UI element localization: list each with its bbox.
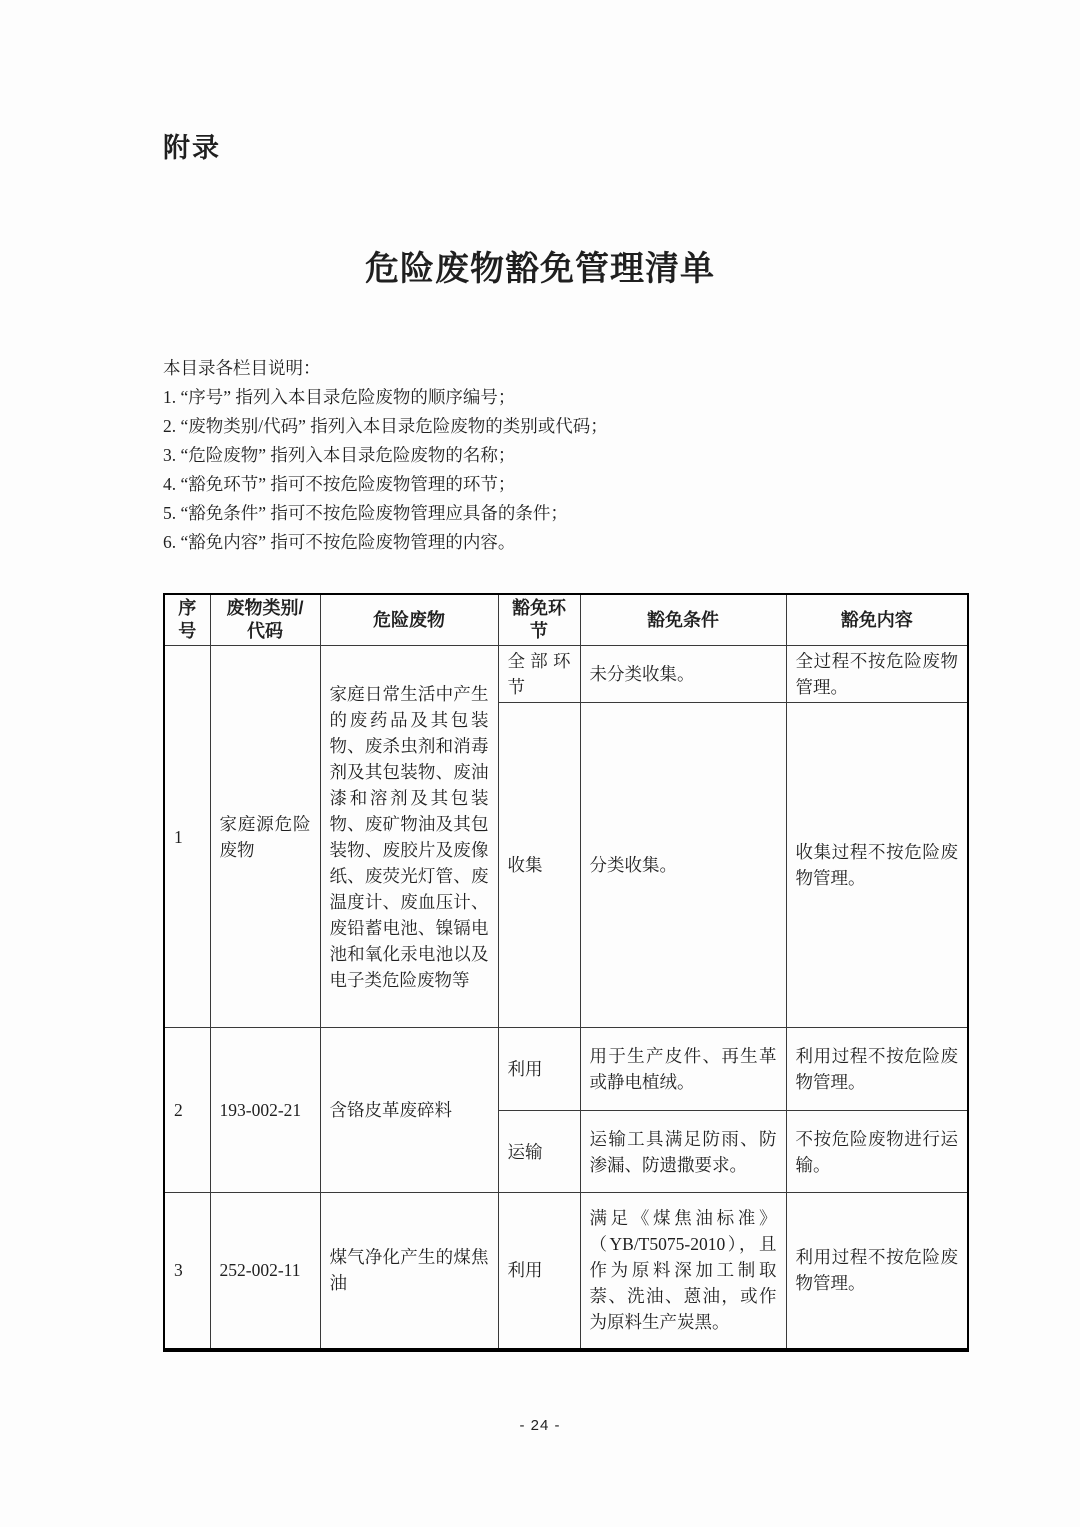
cell-no: 1 — [164, 646, 210, 1028]
note-item-5: 5. “豁免条件” 指可不按危险废物管理应具备的条件； — [163, 503, 568, 523]
cell-condition: 未分类收集。 — [580, 646, 786, 703]
cell-stage: 运输 — [498, 1111, 580, 1193]
document-title: 危险废物豁免管理清单 — [365, 250, 715, 288]
cell-no: 2 — [164, 1028, 210, 1193]
cell-condition: 满足《煤焦油标准》（YB/T5075-2010），且作为原料深加工制取萘、洗油、蒽油，或作为原料生产炭黑。 — [580, 1193, 786, 1350]
cell-category: 家庭源危险废物 — [210, 646, 320, 1028]
note-item-3: 3. “危险废物” 指列入本目录危险废物的名称； — [163, 445, 516, 465]
cell-waste: 含铬皮革废碎料 — [320, 1028, 498, 1193]
column-notes — [163, 354, 923, 557]
cell-condition: 分类收集。 — [580, 703, 786, 1028]
cell-stage: 利用 — [498, 1028, 580, 1111]
table-row — [164, 1028, 968, 1111]
table-header-row — [164, 594, 968, 646]
cell-content: 全过程不按危险废物管理。 — [786, 646, 968, 703]
page-number: - 24 - — [519, 1417, 561, 1434]
note-item-1: 1. “序号” 指列入本目录危险废物的顺序编号； — [163, 387, 516, 407]
cell-waste: 家庭日常生活中产生的废药品及其包装物、废杀虫剂和消毒剂及其包装物、废油漆和溶剂及其包装物、废矿物油及其包装物、废胶片及废像纸、废荧光灯管、废温度计、废血压计、废铅蓄电池、镍镉电池和氧化汞电池以及电子类危险废物等 — [320, 646, 498, 1028]
table-row — [164, 646, 968, 703]
cell-no: 3 — [164, 1193, 210, 1350]
header-exempt-content: 豁免内容 — [786, 594, 968, 646]
cell-content: 利用过程不按危险废物管理。 — [786, 1193, 968, 1350]
cell-stage: 全部环节 — [498, 646, 580, 703]
note-item-6: 6. “豁免内容” 指可不按危险废物管理的内容。 — [163, 532, 516, 552]
exemption-table — [163, 593, 969, 1352]
notes-heading: 本目录各栏目说明： — [163, 358, 321, 378]
cell-content: 利用过程不按危险废物管理。 — [786, 1028, 968, 1111]
header-hazardous-waste: 危险废物 — [320, 594, 498, 646]
table-row — [164, 1193, 968, 1350]
cell-waste: 煤气净化产生的煤焦油 — [320, 1193, 498, 1350]
note-item-2: 2. “废物类别/代码” 指列入本目录危险废物的类别或代码； — [163, 416, 608, 436]
appendix-label: 附录 — [163, 133, 221, 163]
cell-category: 193-002-21 — [210, 1028, 320, 1193]
header-serial-number: 序号 — [164, 594, 210, 646]
cell-condition: 用于生产皮件、再生革或静电植绒。 — [580, 1028, 786, 1111]
note-item-4: 4. “豁免环节” 指可不按危险废物管理的环节； — [163, 474, 516, 494]
cell-stage: 收集 — [498, 703, 580, 1028]
cell-content: 不按危险废物进行运输。 — [786, 1111, 968, 1193]
cell-category: 252-002-11 — [210, 1193, 320, 1350]
cell-condition: 运输工具满足防雨、防渗漏、防遗撒要求。 — [580, 1111, 786, 1193]
header-exempt-condition: 豁免条件 — [580, 594, 786, 646]
cell-stage: 利用 — [498, 1193, 580, 1350]
cell-content: 收集过程不按危险废物管理。 — [786, 703, 968, 1028]
header-exempt-stage: 豁免环节 — [498, 594, 580, 646]
header-waste-category-code: 废物类别/代码 — [210, 594, 320, 646]
